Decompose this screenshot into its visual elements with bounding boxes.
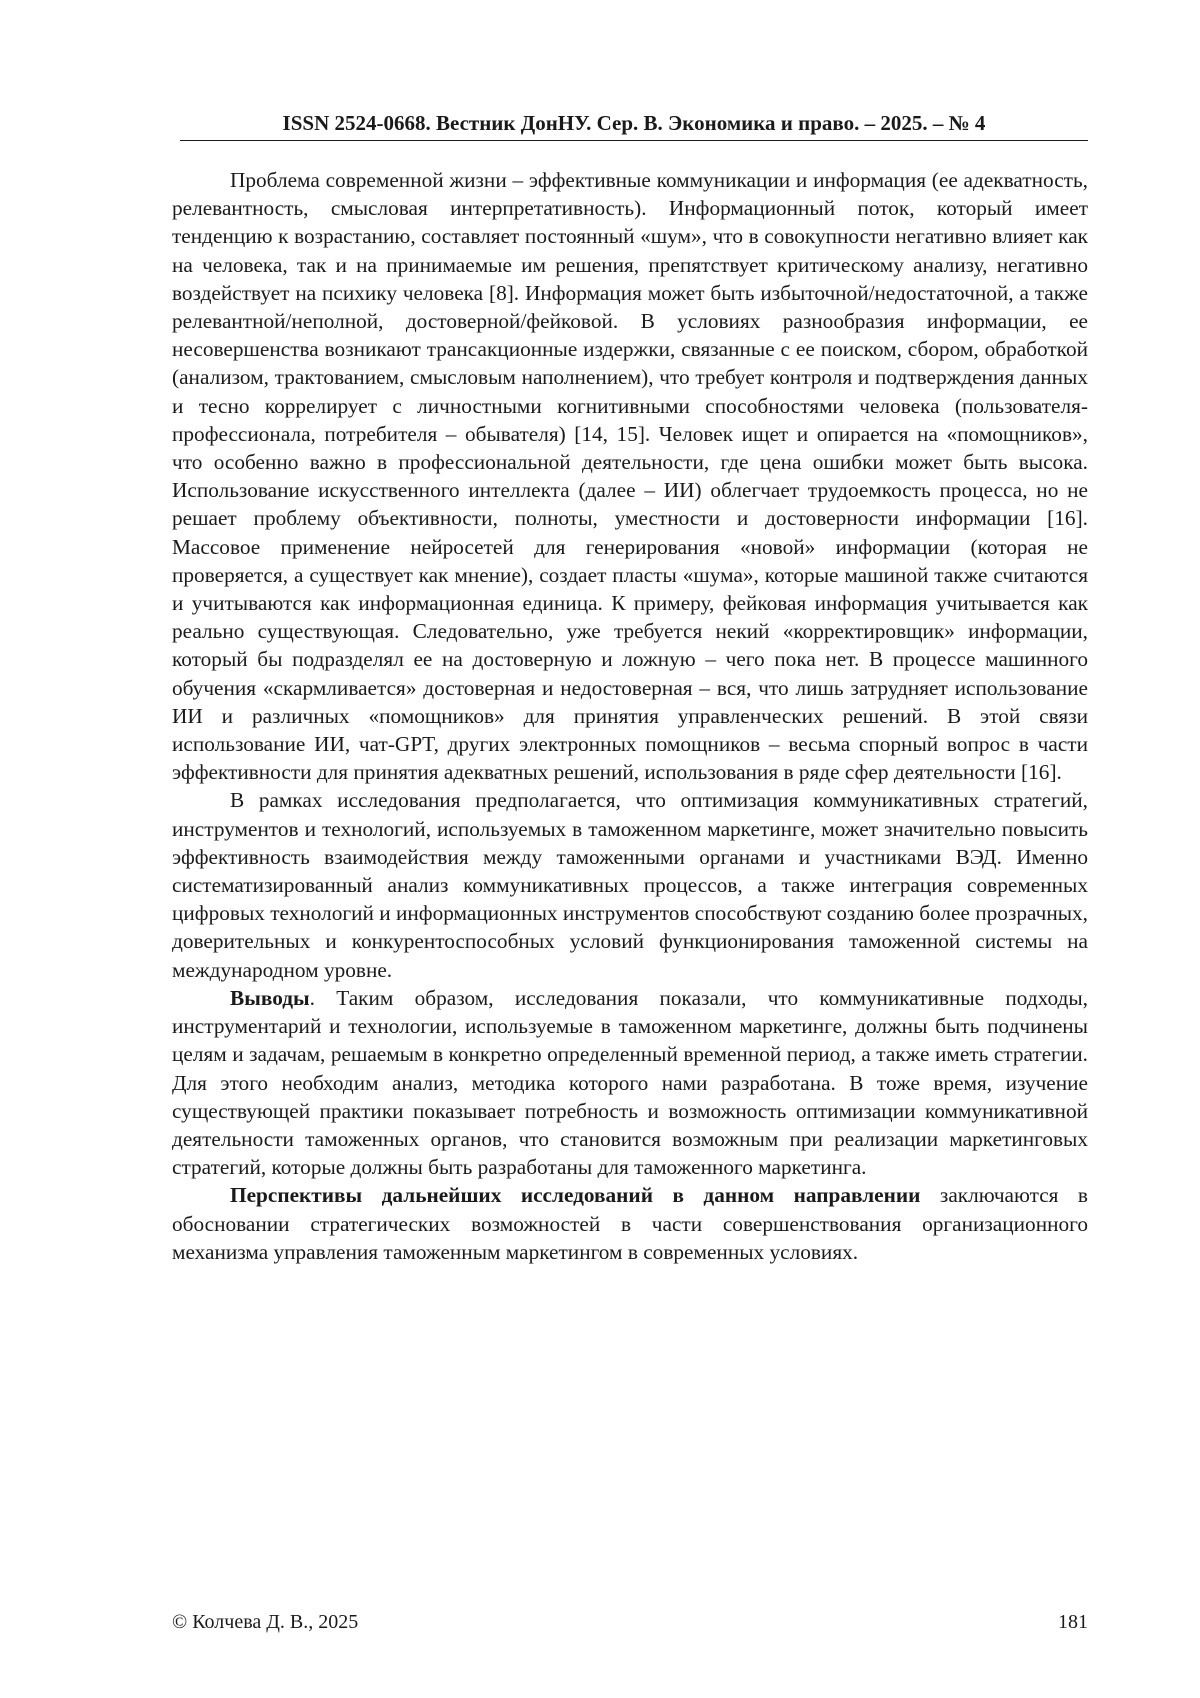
conclusions-text: . Таким образом, исследования показали, что коммуникативные подходы, инструментарий и технологии, используемые в таможенном маркетинге, должны быть подчинены целям и задачам, решаемым в конкретно определенный временной период, а также иметь стратегии. Для этого необходим анализ, методика которого нами разработана. В тоже время, изучение существующей практики показывает потребность и возможность оптимизации коммуникативной деятельности таможенных органов, что становится возможным при реализации маркетинговых стратегий, которые должны быть разработаны для таможенного маркетинга. xyxy=(172,985,1088,1180)
prospects-heading: Перспективы дальнейших исследований в данном направлении xyxy=(230,1183,921,1208)
copyright-notice: © Колчева Д. В., 2025 xyxy=(172,1611,359,1633)
page-number: 181 xyxy=(1058,1611,1088,1633)
prospects-text: заключаются в обосновании стратегических возможностей в части совершенствования организационного механизма управления таможенным маркетингом в современных условиях. xyxy=(172,1183,1088,1264)
body-paragraph-research-hypothesis: В рамках исследования предполагается, что оптимизация коммуникативных стратегий, инструментов и технологий, используемых в таможенном маркетинге, может значительно повысить эффективность взаимодействия между таможенными органами и участниками ВЭД. Именно систематизированный анализ коммуникативных процессов, а также интеграция современных цифровых технологий и информационных инструментов способствуют созданию более прозрачных, доверительных и конкурентоспособных условий функционирования таможенной системы на международном уровне. xyxy=(172,788,1088,982)
running-header: ISSN 2524-0668. Вестник ДонНУ. Сер. В. Экономика и право. – 2025. – № 4 xyxy=(180,110,1088,141)
prospects-paragraph xyxy=(172,1181,1088,1266)
conclusions-paragraph xyxy=(172,984,1088,1181)
body-paragraph-communications: Проблема современной жизни – эффективные коммуникации и информация (ее адекватность, релевантность, смысловая интерпретативность). Информационный поток, который имеет тенденцию к возрастанию, составляет постоянный «шум», что в совокупности негативно влияет как на человека, так и на принимаемые им решения, препятствует критическому анализу, негативно воздействует на психику человека [8]. Информация может быть избыточной/недостаточной, а также релевантной/неполной, достоверной/фейковой. В условиях разнообразия информации, ее несовершенства возникают трансакционные издержки, связанные с ее поиском, сбором, обработкой (анализом, трактованием, смысловым наполнением), что требует контроля и подтверждения данных и тесно коррелирует с личностными когнитивными способностями человека (пользователя-профессионала, потребителя – обывателя) [14, 15]. Человек ищет и опирается на «помощников», что особенно важно в профессиональной деятельности, где цена ошибки может быть высока. Использование искусственного интеллекта (далее – ИИ) облегчает трудоемкость процесса, но не решает проблему объективности, полноты, уместности и достоверности информации [16]. Массовое применение нейросетей для генерирования «новой» информации (которая не проверяется, а существует как мнение), создает пласты «шума», которые машиной также считаются и учитываются как информационная единица. К примеру, фейковая информация учитывается как реально существующая. Следовательно, уже требуется некий «корректировщик» информации, который бы подразделял ее на достоверную и ложную – чего пока нет. В процессе машинного обучения «скармливается» достоверная и недостоверная – вся, что лишь затрудняет использование ИИ и различных «помощников» для принятия управленческих решений. В этой связи использование ИИ, чат-GPT, других электронных помощников – весьма спорный вопрос в части эффективности для принятия адекватных решений, использования в ряде сфер деятельности [16]. xyxy=(172,168,1088,785)
conclusions-heading: Выводы xyxy=(230,985,310,1010)
article-body xyxy=(172,166,1088,1266)
